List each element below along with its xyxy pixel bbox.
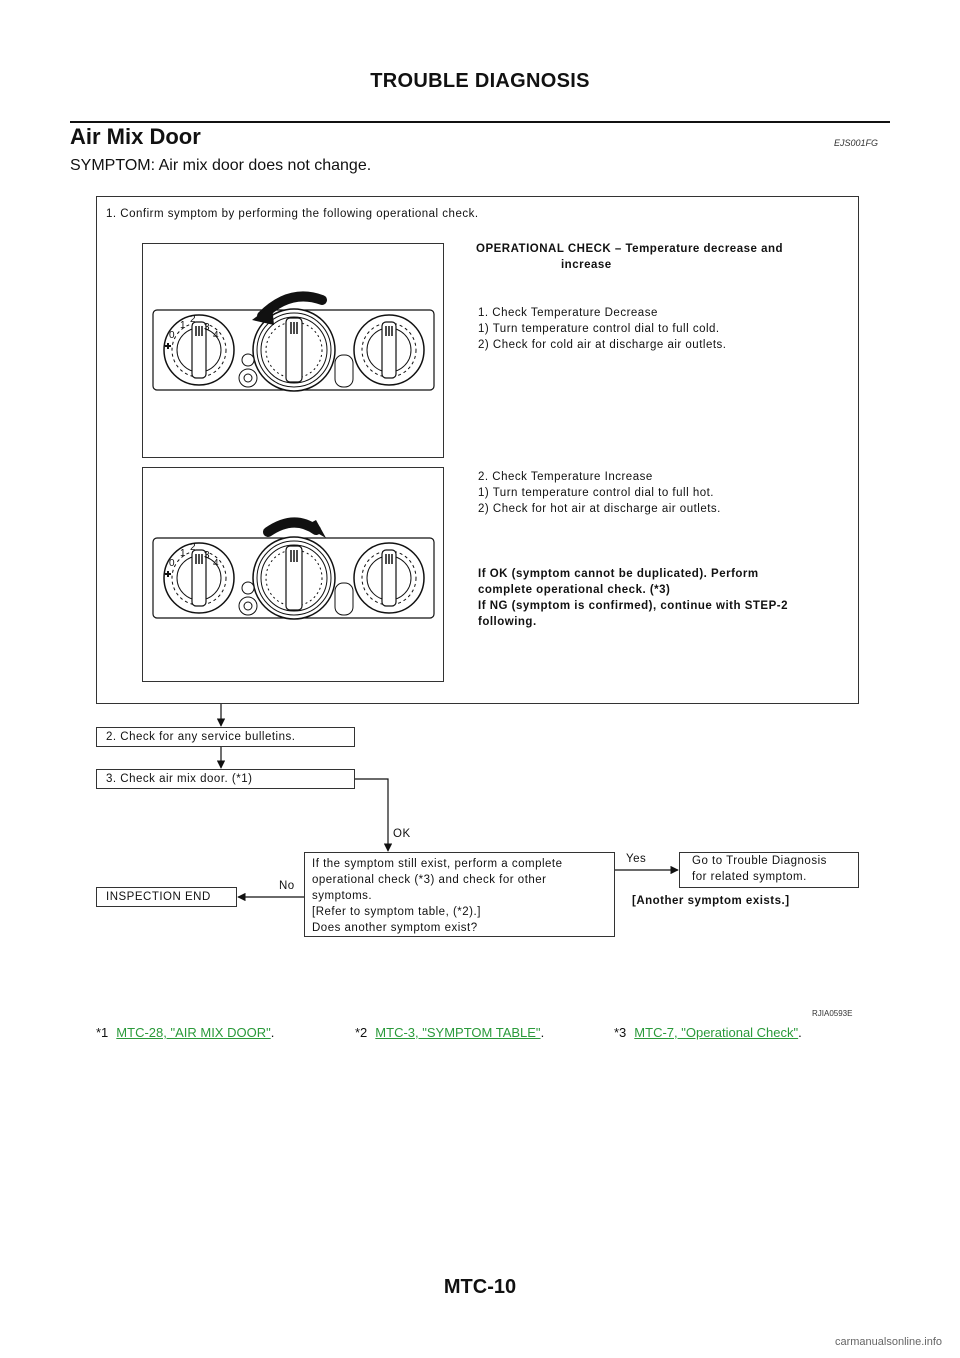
decrease-check-text: 1. Check Temperature Decrease 1) Turn temperature control dial to full cold. 2) Check for cold air at discharge air outlets. — [478, 307, 727, 351]
question-text: If the symptom still exist, perform a complete operational check (*3) and check for other symptoms. [Refer to symptom table, (*2).] Does another symptom exist? — [312, 858, 563, 934]
step2-text: 2. Check for any service bulletins. — [106, 731, 296, 743]
symptom-text: SYMPTOM: Air mix door does not change. — [70, 157, 372, 174]
ref-link-air-mix-door[interactable]: MTC-28, "AIR MIX DOOR" — [116, 1025, 271, 1040]
step3-text: 3. Check air mix door. (*1) — [106, 773, 253, 785]
fan-label-0: 0 — [169, 330, 175, 341]
section-title: Air Mix Door — [70, 124, 201, 149]
fan-label-4: 4 — [213, 558, 219, 569]
step1-text: 1. Confirm symptom by performing the following operational check. — [106, 208, 479, 220]
reference-3 — [614, 1025, 802, 1040]
fan-label-1: 1 — [180, 320, 186, 331]
fan-label-4: 4 — [213, 330, 219, 341]
flow-connectors — [221, 704, 678, 897]
page-number: MTC-10 — [443, 1276, 517, 1298]
fan-label-0: 0 — [169, 558, 175, 569]
ref-marker: *1 — [96, 1025, 109, 1040]
result-note: If OK (symptom cannot be duplicated). Perform complete operational check. (*3) If NG (symptom is confirmed), continue with STEP-2 following. — [478, 568, 788, 628]
control-panel-hot-illustration — [153, 520, 434, 619]
end-text: INSPECTION END — [106, 891, 211, 903]
ref-link-operational-check[interactable]: MTC-7, "Operational Check" — [634, 1025, 799, 1040]
fan-label-1: 1 — [180, 548, 186, 559]
fan-label-2: 2 — [190, 314, 196, 325]
ok-label: OK — [393, 828, 411, 840]
ref-marker: *2 — [355, 1025, 368, 1040]
op-check-title: OPERATIONAL CHECK – Temperature decrease and increase — [476, 243, 784, 271]
ref-marker: *3 — [614, 1025, 627, 1040]
ref-suffix: . — [540, 1025, 545, 1040]
watermark: carmanualsonline.info — [834, 1336, 942, 1348]
yes-label: Yes — [626, 853, 647, 865]
another-symptom-label: [Another symptom exists.] — [632, 895, 790, 907]
no-label: No — [279, 880, 295, 892]
ref-link-symptom-table[interactable]: MTC-3, "SYMPTOM TABLE" — [375, 1025, 541, 1040]
ref-suffix: . — [270, 1025, 275, 1040]
reference-1 — [96, 1025, 274, 1040]
yes-result-text: Go to Trouble Diagnosis for related symptom. — [692, 855, 827, 883]
control-panel-cold-illustration — [153, 296, 434, 391]
ref-suffix: . — [798, 1025, 802, 1040]
section-code: EJS001FG — [834, 138, 879, 148]
page-title: TROUBLE DIAGNOSIS — [370, 70, 590, 92]
fan-label-3: 3 — [204, 550, 210, 561]
increase-check-text: 2. Check Temperature Increase 1) Turn temperature control dial to full hot. 2) Check for hot air at discharge air outlets. — [478, 471, 721, 515]
reference-2 — [355, 1025, 544, 1040]
fan-label-3: 3 — [204, 322, 210, 333]
figure-code: RJIA0593E — [812, 1009, 853, 1018]
fan-label-2: 2 — [190, 542, 196, 553]
